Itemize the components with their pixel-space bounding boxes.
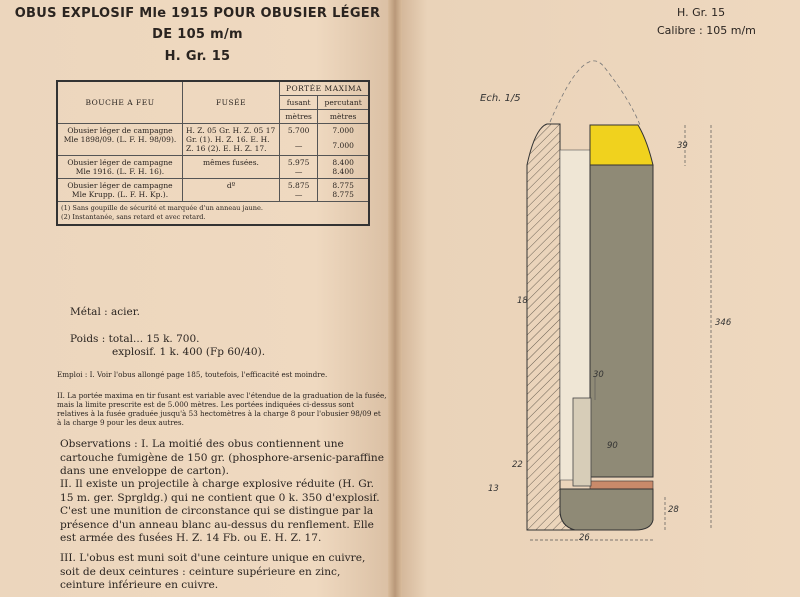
header-bouche: BOUCHE A FEU [57,81,183,124]
calibre-label: Calibre : 105 m/m [657,24,756,37]
row3-percutant-2: 8.775 [332,190,354,199]
table-note-2: (2) Instantanée, sans retard et avec retard. [61,213,206,221]
header-portee: PORTÉE MAXIMA [280,81,370,96]
table-row [57,124,369,156]
observation-3: III. L'obus est muni soit d'une ceinture unique en cuivre, soit de deux ceintures : ceinture supérieure en zinc, ceinture inférieure en cuivre. [60,552,366,591]
header-percutant: percutant [318,96,369,110]
ogive-outline [550,61,640,125]
emploi-para-2: II. La portée maxima en tir fusant est variable avec l'étendue de la graduation de la fusée, mais la limite prescrite est de 5.000 mètres. Les portées indiquées ci-dessus sont relatives à la fusée graduée jusqu'à 53 hectomètres à la charge 8 pour l'obusier 98/09 et à la charge 9 pour les deux autres. [57,391,387,427]
emploi-para-1: Emploi : I. Voir l'obus allongé page 185, toutefois, l'efficacité est moindre. [57,370,328,379]
table-row [57,156,369,179]
shell-cross-section [395,0,800,597]
driving-band [590,481,653,489]
unit-percutant: mètres [318,110,369,124]
dim-28: 28 [668,505,679,515]
poids-line-2: explosif. 1 k. 400 (Fp 60/40). [112,346,266,358]
row1-bouche: Obusier léger de campagne Mle 1898/09. (L. F. H. 98/09). [57,124,183,156]
shell-base [560,489,653,530]
row2-fusant: 5.975 [287,158,310,167]
row1-fusant: 5.700 [287,126,310,135]
observation-2: II. Il existe un projectile à charge explosive réduite (H. Gr. 15 m. ger. Sprgldg.) qui ne contient que 0 k. 350 d'explosif. C'est une munition de circonstance qui se distingue par la présence d'un anneau blanc au-dessus du renflement. Elle est armée des fusées H. Z. 14 Fb. ou E. H. Z. 17. [60,478,380,544]
header-fusant: fusant [280,96,318,110]
right-page [395,0,800,597]
right-header: H. Gr. 15 [677,6,726,19]
metal-line: Métal : acier. [70,306,140,318]
row1-fusant-2: — [294,141,303,150]
unit-fusant: mètres [280,110,318,124]
row3-percutant: 8.775 [332,181,354,190]
fuze-head [590,125,653,165]
dim-346: 346 [715,318,732,328]
row2-bouche: Obusier léger de campagne Mle 1916. (L. F. H. 16). [57,156,183,179]
row2-percutant: 8.400 [332,158,354,167]
left-page [0,0,395,597]
table-row [57,179,369,202]
main-body-section [590,165,653,477]
dim-90: 90 [607,441,618,451]
row3-fusee: dº [183,179,280,202]
title-line-2: DE 105 m/m [152,27,243,42]
row2-fusee: mêmes fusées. [183,156,280,179]
scale-label: Ech. 1/5 [480,93,521,104]
dim-13: 13 [488,484,499,494]
dim-26: 26 [579,533,590,543]
table-note-1: (1) Sans goupille de sécurité et marquée d'un anneau jaune. [61,204,263,212]
dim-22: 22 [512,460,523,470]
row3-bouche: Obusier léger de campagne Mle Krupp. (L. F. H. Kp.). [57,179,183,202]
row1-percutant: 7.000 [332,126,354,135]
row2-percutant-2: 8.400 [332,167,354,176]
dim-18: 18 [517,296,528,306]
header-fusee: FUSÉE [183,81,280,124]
title-line-3: H. Gr. 15 [164,49,231,64]
dim-30: 30 [593,370,604,380]
poids-line-1: Poids : total... 15 k. 700. [70,333,200,345]
dim-39: 39 [677,141,688,151]
row1-fusee: H. Z. 05 Gr. H. Z. 05 17 Gr. (1). H. Z. 16. E. H. Z. 16 (2). E. H. Z. 17. [183,124,280,156]
observation-1: Observations : I. La moitié des obus contiennent une cartouche fumigène de 150 gr. (phosphore-arsenic-paraffine dans une enveloppe de carton). [60,438,385,477]
ranges-table [56,80,370,226]
smoke-cartridge [573,398,591,486]
row2-fusant-2: — [294,167,303,176]
row1-percutant-2: 7.000 [332,141,354,150]
row3-fusant-2: — [294,190,303,199]
title-line-1: OBUS EXPLOSIF Mle 1915 POUR OBUSIER LÉGER [14,6,381,21]
row3-fusant: 5.875 [287,181,310,190]
book-spine [388,0,402,597]
